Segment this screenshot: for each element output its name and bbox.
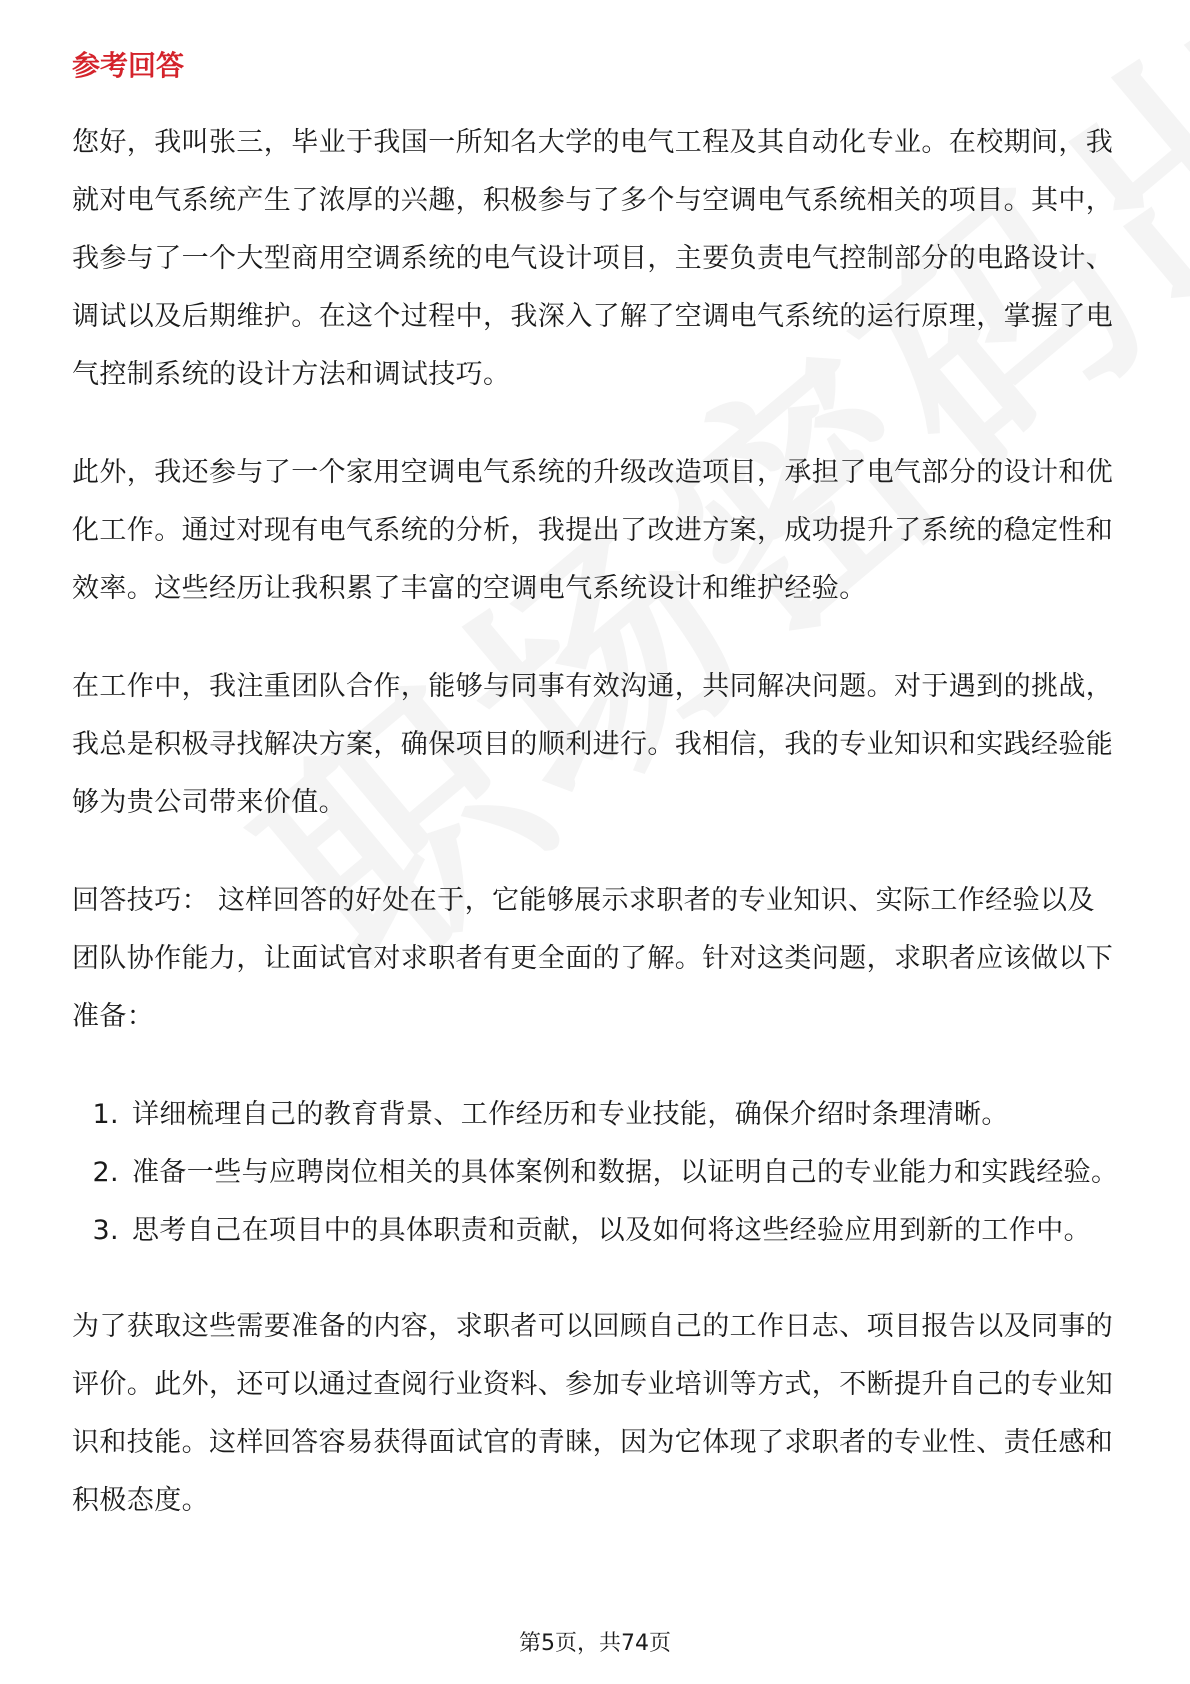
paragraph-tips: 回答技巧： 这样回答的好处在于，它能够展示求职者的专业知识、实际工作经验以及团队协作能力，让面试官对求职者有更全面的了解。针对这类问题，求职者应该做以下准备：: [72, 885, 1114, 1032]
paragraph-closing: 为了获取这些需要准备的内容，求职者可以回顾自己的工作日志、项目报告以及同事的评价。此外，还可以通过查阅行业资料、参加专业培训等方式，不断提升自己的专业知识和技能。这样回答容易获得面试官的青睐，因为它体现了求职者的专业性、责任感和积极态度。: [72, 1311, 1114, 1516]
section-title: 参考回答: [72, 49, 185, 82]
paragraph-experience: 此外，我还参与了一个家用空调电气系统的升级改造项目，承担了电气部分的设计和优化工作。通过对现有电气系统的分析，我提出了改进方案，成功提升了系统的稳定性和效率。这些经历让我积累了丰富的空调电气系统设计和维护经验。: [72, 457, 1114, 604]
paragraph-teamwork: 在工作中，我注重团队合作，能够与同事有效沟通，共同解决问题。对于遇到的挑战，我总是积极寻找解决方案，确保项目的顺利进行。我相信，我的专业知识和实践经验能够为贵公司带来价值。: [72, 671, 1114, 818]
page-number: 第5页，共74页: [519, 1631, 671, 1656]
paragraph-intro: 您好，我叫张三，毕业于我国一所知名大学的电气工程及其自动化专业。在校期间，我就对电气系统产生了浓厚的兴趣，积极参与了多个与空调电气系统相关的项目。其中，我参与了一个大型商用空调系统的电气设计项目，主要负责电气控制部分的电路设计、调试以及后期维护。在这个过程中，我深入了解了空调电气系统的运行原理，掌握了电气控制系统的设计方法和调试技巧。: [72, 127, 1114, 390]
document-body: [72, 46, 1122, 1570]
list-item: 3. 思考自己在项目中的具体职责和贡献，以及如何将这些经验应用到新的工作中。: [128, 1202, 1122, 1260]
list-item: 2. 准备一些与应聘岗位相关的具体案例和数据，以证明自己的专业能力和实践经验。: [128, 1144, 1122, 1202]
preparation-list: [72, 1086, 1122, 1260]
list-item: 1. 详细梳理自己的教育背景、工作经历和专业技能，确保介绍时条理清晰。: [128, 1086, 1122, 1144]
